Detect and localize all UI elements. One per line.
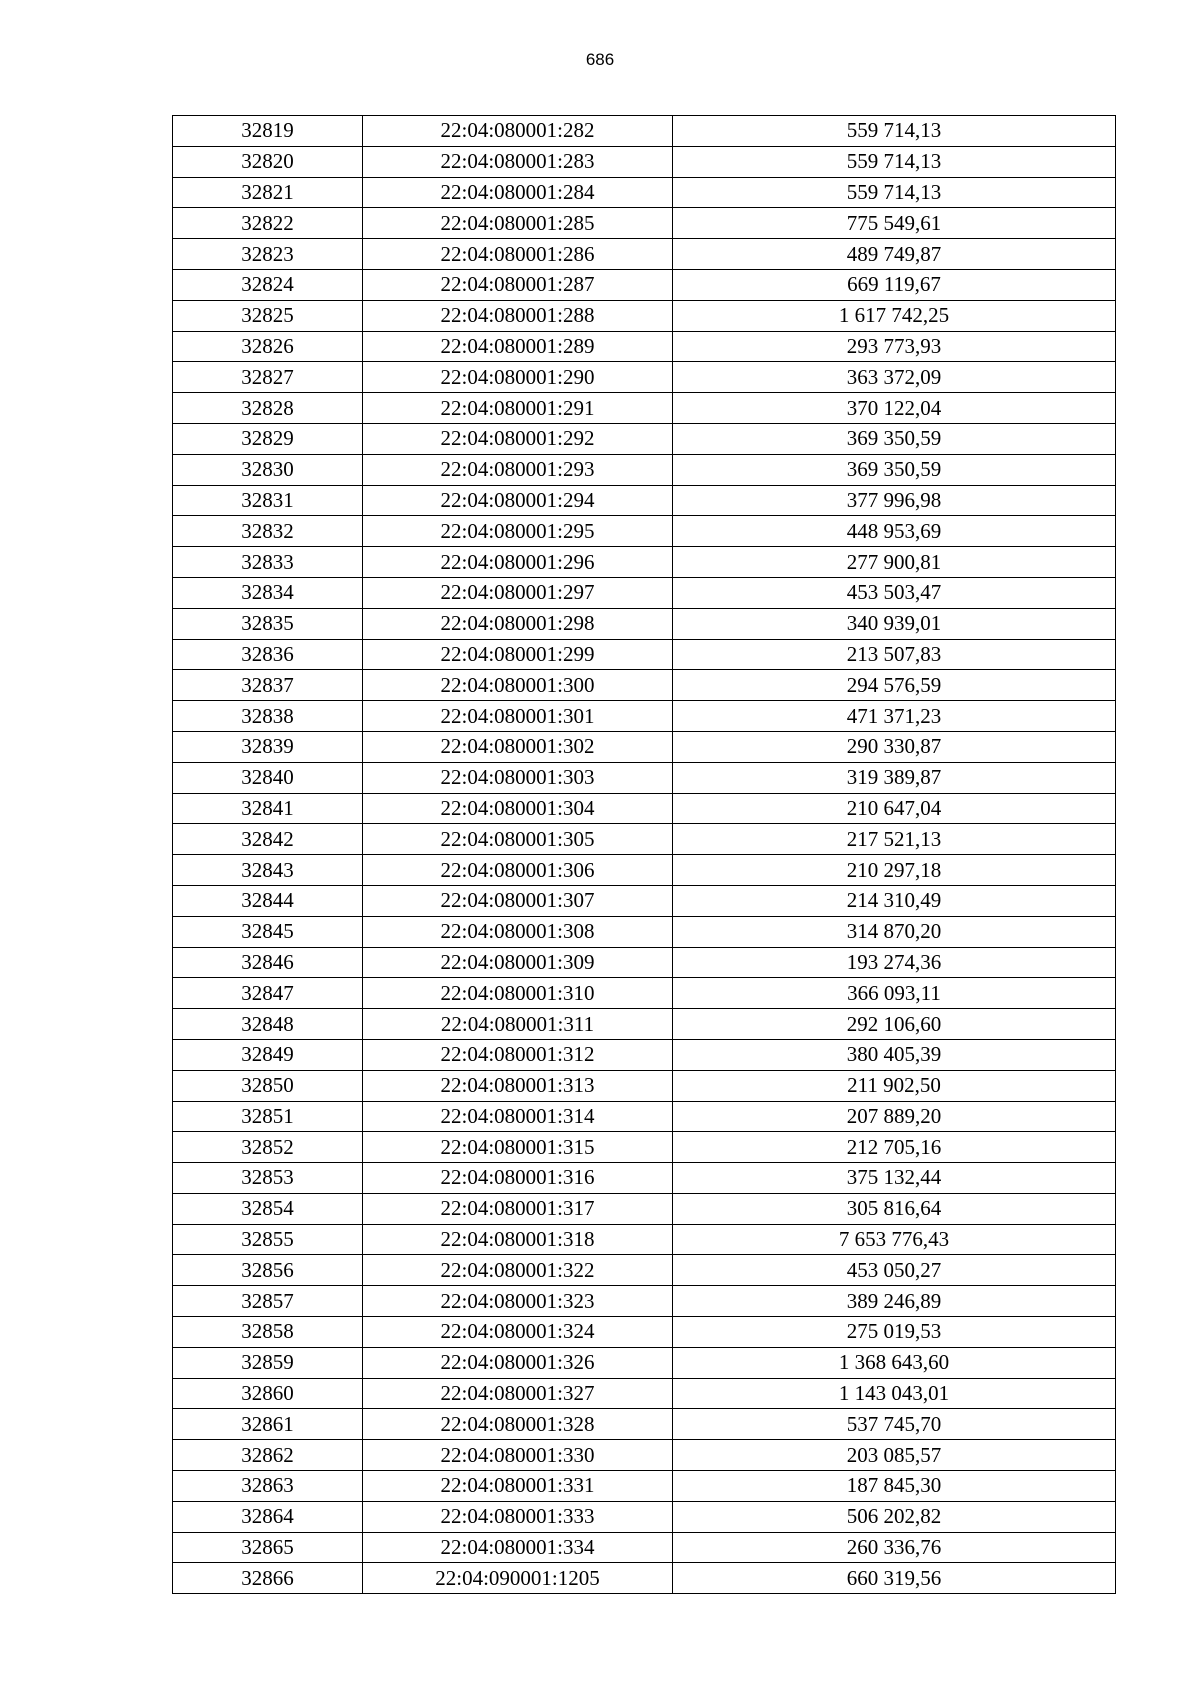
row-number-cell: 32844	[173, 885, 363, 916]
table-row	[173, 239, 1116, 270]
cadastral-number-cell: 22:04:080001:304	[363, 793, 673, 824]
table-row	[173, 116, 1116, 147]
row-number-cell: 32854	[173, 1193, 363, 1224]
row-number-cell: 32858	[173, 1317, 363, 1348]
cadastral-value-cell: 277 900,81	[673, 547, 1116, 578]
cadastral-number-cell: 22:04:080001:287	[363, 269, 673, 300]
row-number-cell: 32866	[173, 1563, 363, 1594]
table-row	[173, 1563, 1116, 1594]
table-row	[173, 331, 1116, 362]
table-row	[173, 762, 1116, 793]
row-number-cell: 32825	[173, 300, 363, 331]
cadastral-number-cell: 22:04:080001:312	[363, 1039, 673, 1070]
row-number-cell: 32828	[173, 393, 363, 424]
row-number-cell: 32826	[173, 331, 363, 362]
table-row	[173, 1132, 1116, 1163]
row-number-cell: 32842	[173, 824, 363, 855]
cadastral-value-cell: 292 106,60	[673, 1009, 1116, 1040]
table-row	[173, 824, 1116, 855]
cadastral-value-cell: 214 310,49	[673, 885, 1116, 916]
row-number-cell: 32824	[173, 269, 363, 300]
row-number-cell: 32847	[173, 978, 363, 1009]
table-row	[173, 1101, 1116, 1132]
row-number-cell: 32864	[173, 1501, 363, 1532]
cadastral-value-cell: 260 336,76	[673, 1532, 1116, 1563]
row-number-cell: 32822	[173, 208, 363, 239]
table-row	[173, 177, 1116, 208]
row-number-cell: 32856	[173, 1255, 363, 1286]
cadastral-number-cell: 22:04:080001:301	[363, 701, 673, 732]
cadastral-number-cell: 22:04:080001:323	[363, 1286, 673, 1317]
table-row	[173, 639, 1116, 670]
cadastral-value-cell: 363 372,09	[673, 362, 1116, 393]
cadastral-value-cell: 377 996,98	[673, 485, 1116, 516]
table-row	[173, 146, 1116, 177]
table-row	[173, 793, 1116, 824]
cadastral-value-cell: 369 350,59	[673, 423, 1116, 454]
cadastral-number-cell: 22:04:080001:330	[363, 1440, 673, 1471]
table-row	[173, 485, 1116, 516]
row-number-cell: 32865	[173, 1532, 363, 1563]
cadastral-number-cell: 22:04:080001:317	[363, 1193, 673, 1224]
table-row	[173, 547, 1116, 578]
cadastral-value-cell: 370 122,04	[673, 393, 1116, 424]
cadastral-number-cell: 22:04:080001:327	[363, 1378, 673, 1409]
cadastral-number-cell: 22:04:080001:311	[363, 1009, 673, 1040]
cadastral-value-cell: 559 714,13	[673, 146, 1116, 177]
table-row	[173, 208, 1116, 239]
cadastral-value-cell: 453 503,47	[673, 577, 1116, 608]
cadastral-value-table	[172, 115, 1116, 1594]
row-number-cell: 32845	[173, 916, 363, 947]
row-number-cell: 32839	[173, 731, 363, 762]
cadastral-number-cell: 22:04:080001:307	[363, 885, 673, 916]
table-row	[173, 1378, 1116, 1409]
cadastral-value-cell: 389 246,89	[673, 1286, 1116, 1317]
table-row	[173, 362, 1116, 393]
table-row	[173, 269, 1116, 300]
cadastral-value-cell: 660 319,56	[673, 1563, 1116, 1594]
row-number-cell: 32820	[173, 146, 363, 177]
cadastral-value-cell: 453 050,27	[673, 1255, 1116, 1286]
table-row	[173, 855, 1116, 886]
cadastral-number-cell: 22:04:080001:284	[363, 177, 673, 208]
row-number-cell: 32859	[173, 1347, 363, 1378]
table-row	[173, 1317, 1116, 1348]
cadastral-value-cell: 471 371,23	[673, 701, 1116, 732]
cadastral-value-cell: 506 202,82	[673, 1501, 1116, 1532]
cadastral-number-cell: 22:04:080001:322	[363, 1255, 673, 1286]
cadastral-number-cell: 22:04:080001:296	[363, 547, 673, 578]
row-number-cell: 32860	[173, 1378, 363, 1409]
cadastral-value-cell: 212 705,16	[673, 1132, 1116, 1163]
cadastral-number-cell: 22:04:080001:286	[363, 239, 673, 270]
table-row	[173, 1471, 1116, 1502]
cadastral-value-cell: 1 617 742,25	[673, 300, 1116, 331]
row-number-cell: 32838	[173, 701, 363, 732]
cadastral-value-cell: 275 019,53	[673, 1317, 1116, 1348]
cadastral-number-cell: 22:04:080001:302	[363, 731, 673, 762]
cadastral-value-cell: 294 576,59	[673, 670, 1116, 701]
page-number: 686	[585, 50, 615, 69]
table-row	[173, 1347, 1116, 1378]
table-row	[173, 393, 1116, 424]
table-row	[173, 423, 1116, 454]
row-number-cell: 32855	[173, 1224, 363, 1255]
cadastral-number-cell: 22:04:080001:310	[363, 978, 673, 1009]
row-number-cell: 32851	[173, 1101, 363, 1132]
cadastral-number-cell: 22:04:080001:299	[363, 639, 673, 670]
cadastral-value-cell: 210 297,18	[673, 855, 1116, 886]
table-row	[173, 731, 1116, 762]
cadastral-number-cell: 22:04:080001:303	[363, 762, 673, 793]
table-row	[173, 885, 1116, 916]
cadastral-number-cell: 22:04:080001:294	[363, 485, 673, 516]
cadastral-number-cell: 22:04:080001:285	[363, 208, 673, 239]
cadastral-value-cell: 7 653 776,43	[673, 1224, 1116, 1255]
row-number-cell: 32829	[173, 423, 363, 454]
cadastral-value-cell: 213 507,83	[673, 639, 1116, 670]
cadastral-value-cell: 314 870,20	[673, 916, 1116, 947]
table-row	[173, 1009, 1116, 1040]
cadastral-number-cell: 22:04:080001:316	[363, 1163, 673, 1194]
row-number-cell: 32857	[173, 1286, 363, 1317]
cadastral-value-cell: 369 350,59	[673, 454, 1116, 485]
cadastral-value-cell: 207 889,20	[673, 1101, 1116, 1132]
row-number-cell: 32861	[173, 1409, 363, 1440]
cadastral-value-cell: 537 745,70	[673, 1409, 1116, 1440]
cadastral-number-cell: 22:04:080001:295	[363, 516, 673, 547]
cadastral-number-cell: 22:04:080001:298	[363, 608, 673, 639]
cadastral-number-cell: 22:04:080001:305	[363, 824, 673, 855]
row-number-cell: 32849	[173, 1039, 363, 1070]
cadastral-value-cell: 380 405,39	[673, 1039, 1116, 1070]
cadastral-number-cell: 22:04:080001:291	[363, 393, 673, 424]
cadastral-number-cell: 22:04:080001:288	[363, 300, 673, 331]
row-number-cell: 32834	[173, 577, 363, 608]
cadastral-number-cell: 22:04:080001:293	[363, 454, 673, 485]
cadastral-value-cell: 489 749,87	[673, 239, 1116, 270]
cadastral-number-cell: 22:04:080001:326	[363, 1347, 673, 1378]
table-body	[173, 116, 1116, 1594]
table-row	[173, 1532, 1116, 1563]
cadastral-value-cell: 559 714,13	[673, 177, 1116, 208]
cadastral-number-cell: 22:04:080001:318	[363, 1224, 673, 1255]
cadastral-value-cell: 375 132,44	[673, 1163, 1116, 1194]
row-number-cell: 32852	[173, 1132, 363, 1163]
row-number-cell: 32827	[173, 362, 363, 393]
cadastral-number-cell: 22:04:080001:290	[363, 362, 673, 393]
table-row	[173, 916, 1116, 947]
cadastral-value-cell: 448 953,69	[673, 516, 1116, 547]
table-row	[173, 454, 1116, 485]
table-row	[173, 608, 1116, 639]
cadastral-value-cell: 217 521,13	[673, 824, 1116, 855]
cadastral-value-cell: 319 389,87	[673, 762, 1116, 793]
row-number-cell: 32833	[173, 547, 363, 578]
cadastral-value-cell: 293 773,93	[673, 331, 1116, 362]
cadastral-value-cell: 203 085,57	[673, 1440, 1116, 1471]
row-number-cell: 32863	[173, 1471, 363, 1502]
cadastral-value-cell: 305 816,64	[673, 1193, 1116, 1224]
row-number-cell: 32853	[173, 1163, 363, 1194]
cadastral-value-cell: 559 714,13	[673, 116, 1116, 147]
row-number-cell: 32832	[173, 516, 363, 547]
cadastral-value-cell: 290 330,87	[673, 731, 1116, 762]
table-row	[173, 1224, 1116, 1255]
cadastral-number-cell: 22:04:080001:282	[363, 116, 673, 147]
row-number-cell: 32830	[173, 454, 363, 485]
cadastral-number-cell: 22:04:080001:315	[363, 1132, 673, 1163]
cadastral-number-cell: 22:04:080001:297	[363, 577, 673, 608]
table-row	[173, 1409, 1116, 1440]
row-number-cell: 32841	[173, 793, 363, 824]
row-number-cell: 32821	[173, 177, 363, 208]
row-number-cell: 32848	[173, 1009, 363, 1040]
cadastral-value-cell: 775 549,61	[673, 208, 1116, 239]
row-number-cell: 32840	[173, 762, 363, 793]
cadastral-number-cell: 22:04:080001:292	[363, 423, 673, 454]
table-row	[173, 1255, 1116, 1286]
cadastral-value-cell: 669 119,67	[673, 269, 1116, 300]
cadastral-number-cell: 22:04:080001:283	[363, 146, 673, 177]
row-number-cell: 32846	[173, 947, 363, 978]
row-number-cell: 32835	[173, 608, 363, 639]
table-row	[173, 577, 1116, 608]
table-row	[173, 1440, 1116, 1471]
table-row	[173, 516, 1116, 547]
table-row	[173, 701, 1116, 732]
cadastral-number-cell: 22:04:080001:324	[363, 1317, 673, 1348]
cadastral-value-cell: 187 845,30	[673, 1471, 1116, 1502]
table-row	[173, 978, 1116, 1009]
cadastral-number-cell: 22:04:080001:328	[363, 1409, 673, 1440]
cadastral-number-cell: 22:04:080001:308	[363, 916, 673, 947]
cadastral-number-cell: 22:04:080001:314	[363, 1101, 673, 1132]
table-row	[173, 947, 1116, 978]
table-row	[173, 1070, 1116, 1101]
row-number-cell: 32843	[173, 855, 363, 886]
cadastral-number-cell: 22:04:080001:331	[363, 1471, 673, 1502]
table-row	[173, 1163, 1116, 1194]
table-row	[173, 1286, 1116, 1317]
cadastral-number-cell: 22:04:080001:306	[363, 855, 673, 886]
cadastral-number-cell: 22:04:080001:309	[363, 947, 673, 978]
row-number-cell: 32831	[173, 485, 363, 516]
cadastral-number-cell: 22:04:080001:300	[363, 670, 673, 701]
row-number-cell: 32819	[173, 116, 363, 147]
cadastral-value-cell: 366 093,11	[673, 978, 1116, 1009]
table-row	[173, 1193, 1116, 1224]
cadastral-value-cell: 210 647,04	[673, 793, 1116, 824]
cadastral-value-cell: 340 939,01	[673, 608, 1116, 639]
row-number-cell: 32823	[173, 239, 363, 270]
cadastral-value-cell: 211 902,50	[673, 1070, 1116, 1101]
row-number-cell: 32850	[173, 1070, 363, 1101]
cadastral-number-cell: 22:04:080001:313	[363, 1070, 673, 1101]
cadastral-value-cell: 1 368 643,60	[673, 1347, 1116, 1378]
table-row	[173, 670, 1116, 701]
table-row	[173, 300, 1116, 331]
cadastral-number-cell: 22:04:080001:333	[363, 1501, 673, 1532]
table-row	[173, 1039, 1116, 1070]
cadastral-value-cell: 1 143 043,01	[673, 1378, 1116, 1409]
cadastral-value-cell: 193 274,36	[673, 947, 1116, 978]
row-number-cell: 32837	[173, 670, 363, 701]
cadastral-number-cell: 22:04:090001:1205	[363, 1563, 673, 1594]
row-number-cell: 32836	[173, 639, 363, 670]
cadastral-number-cell: 22:04:080001:334	[363, 1532, 673, 1563]
table-row	[173, 1501, 1116, 1532]
cadastral-number-cell: 22:04:080001:289	[363, 331, 673, 362]
row-number-cell: 32862	[173, 1440, 363, 1471]
